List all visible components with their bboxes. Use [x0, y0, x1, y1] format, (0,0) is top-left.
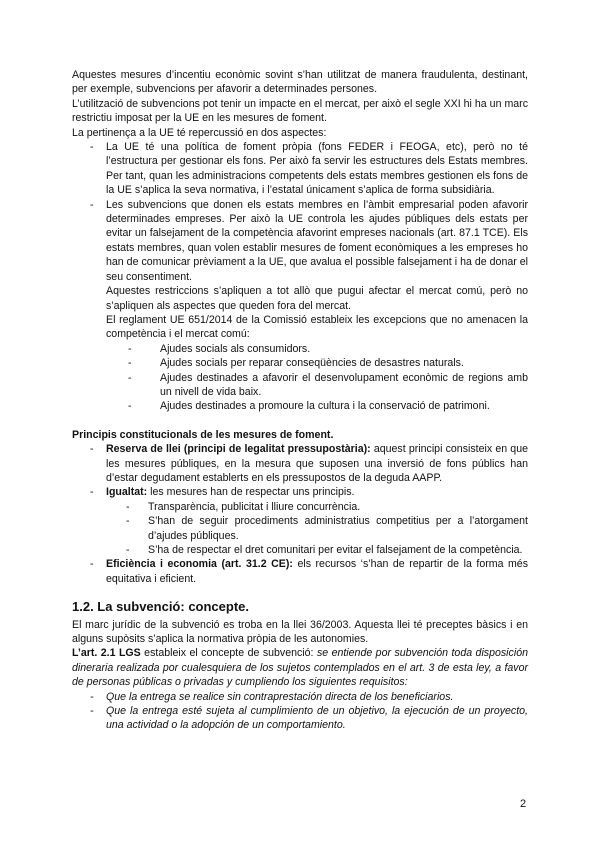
principle-label: Igualtat:	[106, 486, 148, 499]
section-title: 1.2. La subvenció: concepte.	[72, 599, 249, 615]
exception-text: Ajudes socials per reparar conseqüències de desastres naturals.	[160, 357, 464, 370]
bullet-marker: -	[90, 141, 94, 154]
list-item	[72, 690, 528, 704]
bullet-marker: -	[128, 400, 132, 413]
igualtat-subitem: S’han de seguir procediments administratius competitius per a l’atorgament d’ajudes públiques.	[148, 515, 528, 542]
paragraph-impacte-mercat: L’utilització de subvencions pot tenir un impacte en el mercat, per això el segle XXI hi ha un marc restrictiu imposat per la UE en les mesures de foment.	[72, 97, 528, 125]
list-item	[72, 356, 528, 370]
paragraph-reglament: El reglament UE 651/2014 de la Comissió estableix les excepcions que no amenacen la competència i el mercat comú:	[106, 313, 528, 341]
page-number: 2	[520, 798, 527, 810]
list-item	[72, 704, 528, 733]
list-item	[72, 500, 528, 514]
bullet-marker: -	[126, 544, 130, 556]
paragraph-restriccions: Aquestes restriccions s’apliquen a tot allò que pugui afectar el mercat comú, però no s’apliquen als aspectes que queden fora del mercat.	[106, 285, 528, 312]
exception-text: Ajudes socials als consumidors.	[160, 342, 311, 355]
exception-text: Ajudes destinades a afavorir el desenvolupament econòmic de regions amb un nivell de vida baix.	[160, 371, 528, 398]
bullet-marker: -	[128, 371, 132, 384]
paragraph-marc-juridic: El marc jurídic de la subvenció es troba en la llei 36/2003. Aquesta llei té preceptes bàsics i en alguns supòsits s’aplica la normativa pròpia de les autonomies.	[72, 618, 528, 646]
bullet-marker: -	[90, 198, 94, 211]
igualtat-subitem: Transparència, publicitat i lliure concurrència.	[148, 500, 361, 513]
list-item	[72, 557, 528, 586]
principle-label: Reserva de llei (principi de legalitat pressupostària):	[106, 443, 371, 456]
list-item	[72, 485, 528, 499]
bullet-marker: -	[126, 500, 130, 513]
list-item	[72, 399, 528, 413]
bullet-marker: -	[128, 357, 132, 370]
list-item	[72, 442, 528, 485]
principle-igualtat: Igualtat: les mesures han de respectar uns principis.	[106, 486, 355, 499]
aspect-text: Les subvencions que donen els estats membres en l’àmbit empresarial poden afavorir determinades empreses. Per això la UE controla les ajudes públiques dels estats per evitar un falsejament de la competència afavorint empreses nacionals (art. 87.1 TCE). Els estats membres, quan volen establir mesures de foment econòmiques a les empreses ho han de comunicar prèviament a la UE, que avalua el possible falsejament i ha de donar el seu consentiment.	[106, 198, 528, 283]
bullet-marker: -	[126, 515, 130, 528]
bullet-marker: -	[90, 558, 94, 571]
bullet-marker: -	[90, 486, 94, 499]
list-item	[72, 198, 528, 284]
bullet-marker: -	[128, 342, 132, 355]
list-item	[72, 140, 528, 198]
document-page	[72, 68, 528, 733]
list-item	[72, 514, 528, 543]
bullet-marker: -	[90, 690, 94, 703]
igualtat-subitem: S’ha de respectar el dret comunitari per evitar el falsejament de la competència.	[148, 544, 523, 556]
requisito-text: Que la entrega se realice sin contraprestación directa de los beneficiarios.	[106, 690, 454, 703]
principis-heading: Principis constitucionals de les mesures de foment.	[72, 428, 334, 441]
bullet-marker: -	[90, 443, 94, 456]
paragraph-incentius: Aquestes mesures d’incentiu econòmic sovint s’han utilitzat de manera fraudulenta, destinant, per exemple, subvencions per afavorir a determinades persones.	[72, 69, 528, 96]
requisito-text: Que la entrega esté sujeta al cumplimiento de un objetivo, la ejecución de un proyecto, una actividad o la adopción de un comportamiento.	[106, 705, 528, 732]
bullet-marker: -	[90, 705, 94, 718]
principle-eficiencia: Eficiència i economia (art. 31.2 CE): els recursos ‘s’han de repartir de la forma més equitativa i eficient.	[106, 558, 528, 585]
list-item	[72, 371, 528, 400]
paragraph-pertinenca-ue: La pertinença a la UE té repercussió en dos aspectes:	[72, 126, 327, 139]
aspect-text: La UE té una política de foment pròpia (fons FEDER i FEOGA, etc), però no té l’estructura per gestionar els fons. Per això fa servir les estructures dels Estats membres. Per tant, quan les administracions competents dels estats membres gestionen els fons de la UE s’aplica la seva normativa, i l’estatal únicament s’aplica de forma subsidiària.	[106, 141, 528, 197]
list-item	[72, 543, 528, 557]
paragraph-art-2-1: L’art. 2.1 LGS estableix el concepte de subvenció: se entiende por subvención toda disposición dineraria realizada por cualesquiera de los sujetos contemplados en el art. 3 de esta ley, a favor de personas públicas o privadas y cumpliendo los siguientes requisitos:	[72, 647, 528, 689]
principle-label: Eficiència i economia (art. 31.2 CE):	[106, 558, 293, 571]
list-item	[72, 342, 528, 356]
exception-text: Ajudes destinades a promoure la cultura i la conservació de patrimoni.	[160, 400, 490, 413]
principle-reserva: Reserva de llei (principi de legalitat pressupostària): aquest principi consisteix en que les mesures públiques, en la mesura que suposen una inversió de fons públics han d’estar degudament establerts en els pressupostos de la deguda AAPP.	[106, 443, 528, 484]
